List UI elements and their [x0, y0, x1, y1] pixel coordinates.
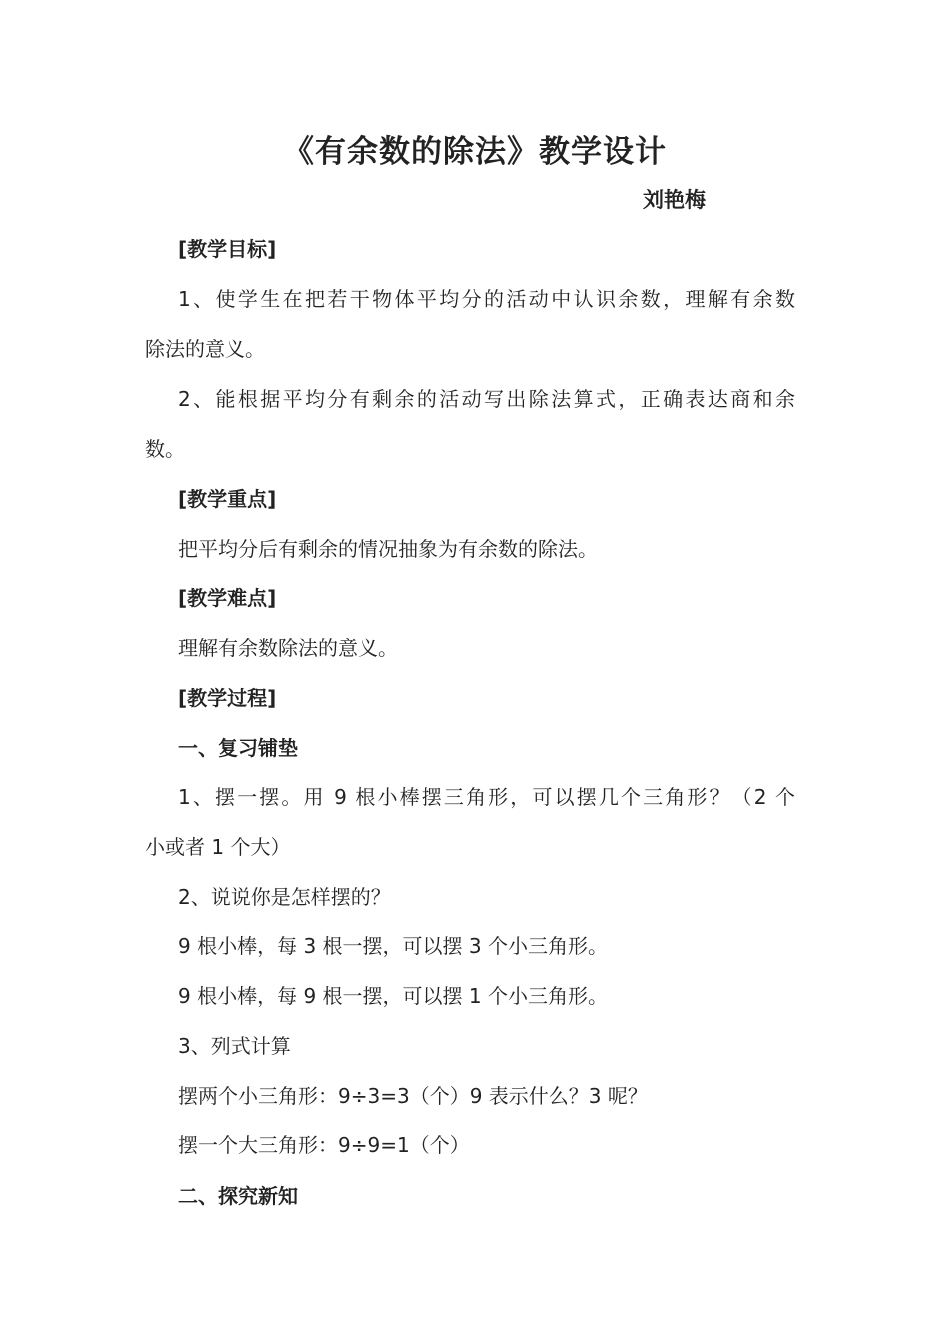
document-title: 《有余数的除法》教学设计 — [283, 134, 667, 170]
paragraph-line: 2、能根据平均分有剩余的活动写出除法算式，正确表达商和余 — [178, 387, 795, 411]
section-heading-difficulties: [教学难点] — [178, 586, 277, 610]
paragraph-line: 9 根小棒，每 9 根一摆，可以摆 1 个小三角形。 — [178, 984, 608, 1008]
paragraph-line: 2、说说你是怎样摆的？ — [178, 885, 391, 909]
subsection-heading-explore: 二、探究新知 — [178, 1184, 298, 1208]
paragraph-line: 除法的意义。 — [145, 337, 265, 361]
paragraph-line: 9 根小棒，每 3 根一摆，可以摆 3 个小三角形。 — [178, 934, 608, 958]
paragraph-line: 1、使学生在把若干物体平均分的活动中认识余数，理解有余数 — [178, 287, 795, 311]
paragraph-line: 理解有余数除法的意义。 — [178, 636, 398, 660]
author-name: 刘艳梅 — [643, 188, 706, 212]
paragraph-line: 把平均分后有剩余的情况抽象为有余数的除法。 — [178, 537, 598, 561]
paragraph-line: 3、列式计算 — [178, 1034, 291, 1058]
subsection-heading-review: 一、复习铺垫 — [178, 736, 298, 760]
paragraph-line: 摆两个小三角形：9÷3=3（个）9 表示什么？3 呢？ — [178, 1084, 648, 1108]
paragraph-line: 1、摆一摆。用 9 根小棒摆三角形，可以摆几个三角形？（2 个 — [178, 785, 795, 809]
section-heading-process: [教学过程] — [178, 686, 277, 710]
paragraph-line: 小或者 1 个大） — [145, 835, 291, 859]
paragraph-line: 数。 — [145, 437, 185, 461]
paragraph-line: 摆一个大三角形：9÷9=1（个） — [178, 1133, 470, 1157]
section-heading-key-points: [教学重点] — [178, 487, 277, 511]
section-heading-objectives: [教学目标] — [178, 237, 277, 261]
